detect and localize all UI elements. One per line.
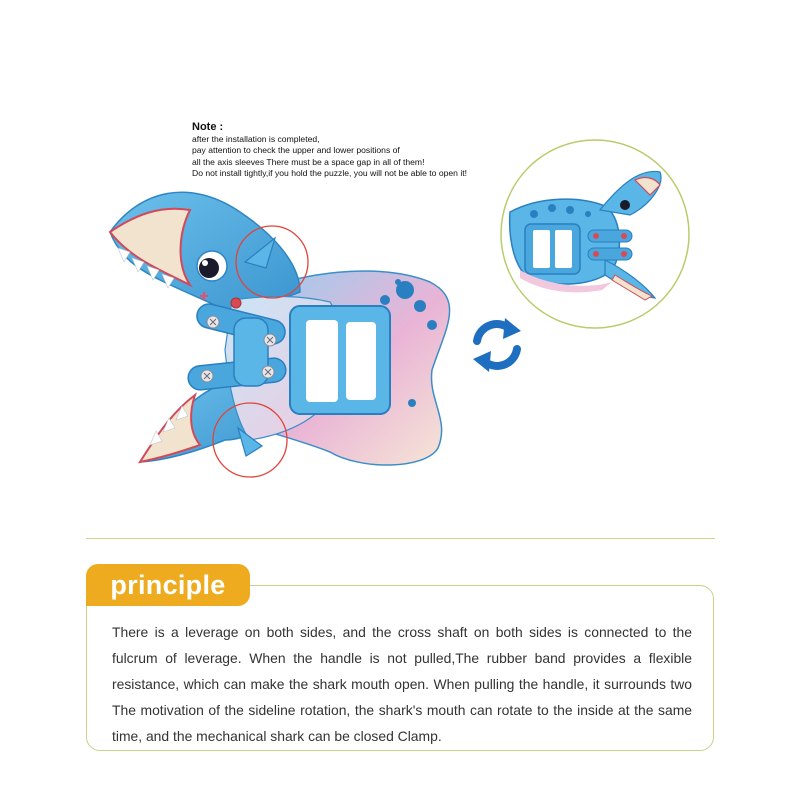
note-line: after the installation is completed, bbox=[192, 134, 320, 144]
note-title: Note : bbox=[192, 121, 224, 133]
principle-title: principle bbox=[110, 569, 226, 600]
rotate-arrows-icon bbox=[473, 318, 521, 372]
note-line: Do not install tightly,if you hold the puzzle, you will not be able to open it! bbox=[192, 167, 468, 178]
principle-text: There is a leverage on both sides, and the cross shaft on both sides is connected to the fulcrum of leverage. When the handle is not pulled,The rubber band provides a flexible resistance, which can make the shark mouth open. When pulling the handle, it surrounds two The motivation of the sideline rotation, the shark's mouth can rotate to the inside at the same time, and the mechanical shark can be closed Clamp. bbox=[112, 624, 692, 744]
shark-main-view bbox=[110, 192, 450, 477]
shark-detail-view bbox=[501, 140, 689, 328]
section-divider bbox=[86, 538, 715, 539]
note-line: all the axis sleeves There must be a space gap in all of them! bbox=[192, 156, 425, 167]
principle-tab bbox=[86, 564, 250, 606]
note-line: pay attention to check the upper and lower positions of bbox=[192, 145, 400, 156]
